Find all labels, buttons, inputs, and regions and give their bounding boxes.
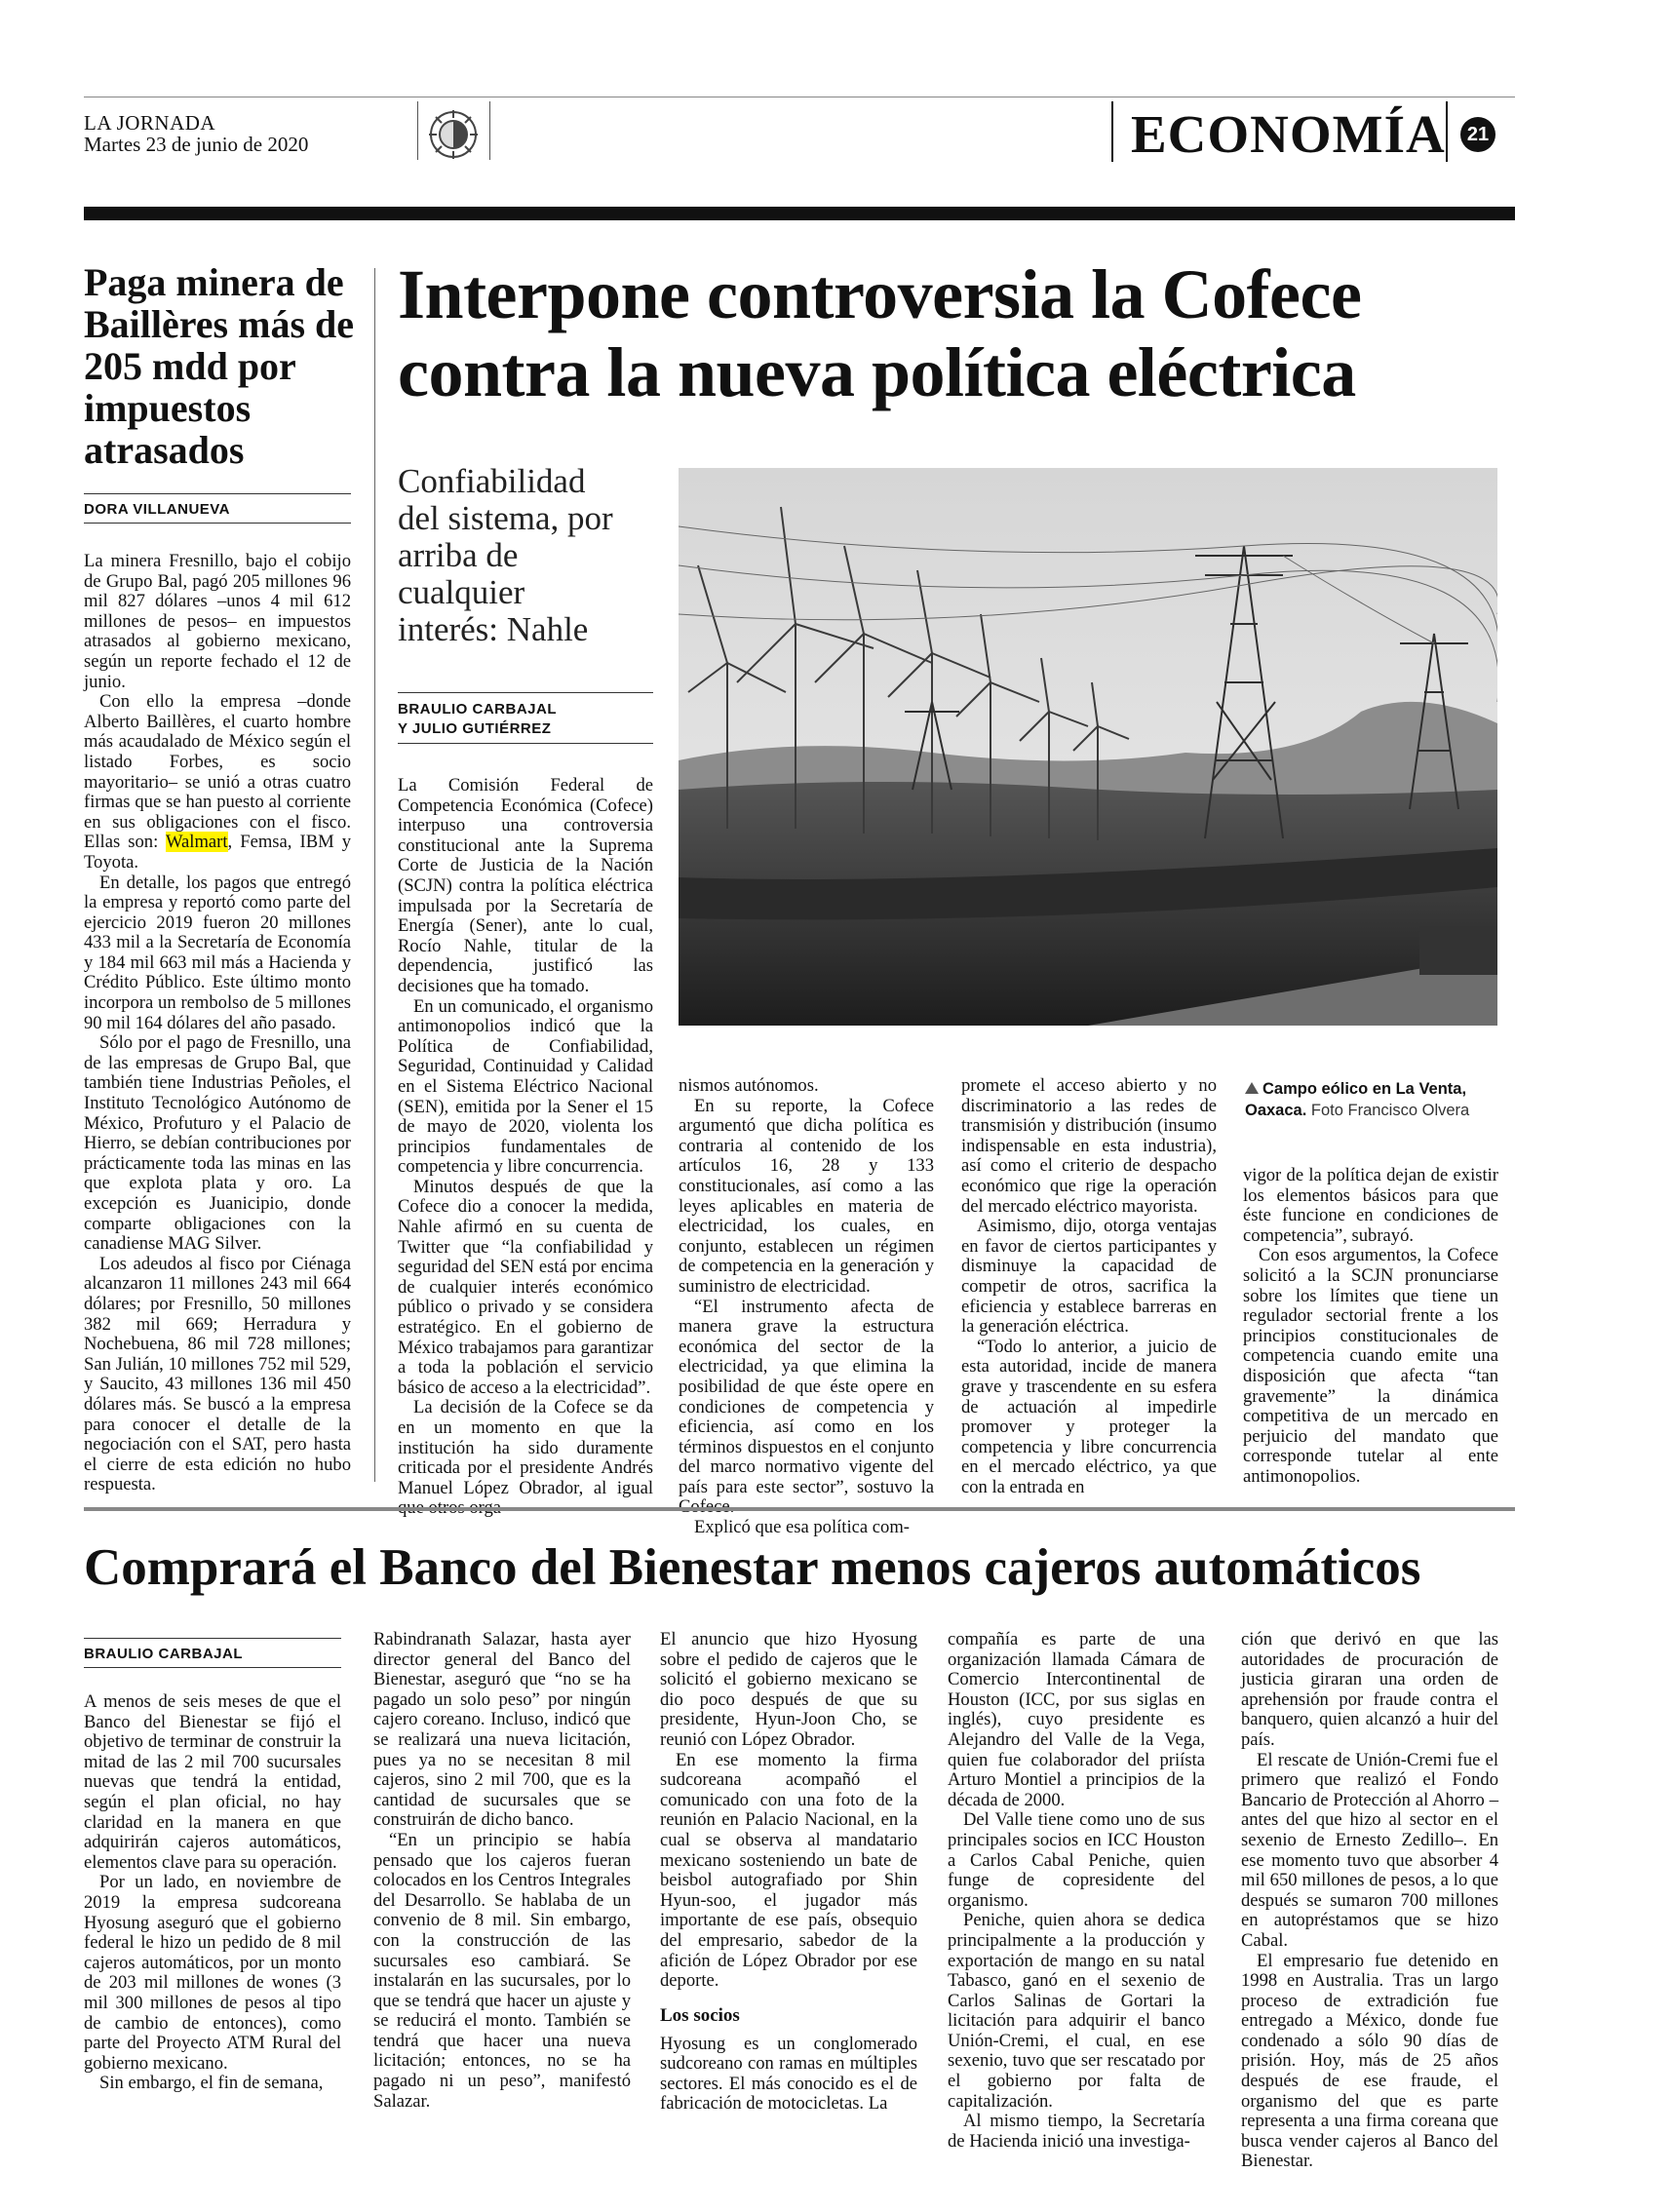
side-paragraph [84,692,351,873]
main-paragraph: Asimismo, dijo, otorga ventajas en favor de ciertos participantes y disminuye la capacidad de competir de otros, sacrifica la eficiencia y establece barreras en la generación eléctrica. [961,1216,1217,1338]
side-byline-rule-bottom [84,523,351,524]
main-byline-2: Y JULIO GUTIÉRREZ [398,720,552,737]
bottom-column-1 [84,1692,341,2094]
bottom-column-3 [660,1630,917,2115]
bottom-paragraph: “En un principio se había pensado que los cajeros fueran colocados en los Centros Integrales del Desarrollo. Se hablaba de un convenio de 8 mil. Sin embargo, con la construcción de las sucursales eso cambiará. Se instalarán en las sucursales, por lo que se tendrá que hacer un ajuste y se reducirá el monto. También se tendrá que hacer una nueva licitación; entonces, no se ha pagado ni un peso”, manifestó Salazar. [373,1829,631,2112]
bottom-paragraph: Rabindranath Salazar, hasta ayer director general del Banco del Bienestar, aseguró que “no se ha pagado un solo peso” por ningún cajero coreano. Incluso, indicó que se realizará una nueva licitación, pues ya no se necesitan 8 mil cajeros, sino 2 mil 700, que es la cantidad de sucursales que se construirán de dicho banco. [373,1629,631,1831]
side-paragraph: Los adeudos al fisco por Ciénaga alcanzaron 11 millones 243 mil 664 dólares; por Fresnillo, 50 millones 382 mil 669; Herradura y Nochebuena, 86 mil 728 millones; San Julián, 10 millones 752 mil 529, y Saucito, 43 millones 136 mil 450 dólares más. Se buscó a la empresa para conocer el detalle de la negociación con el SAT, pero hasta el cierre de esta edición no hubo respuesta. [84,1253,351,1495]
bottom-paragraph: Hyosung es un conglomerado sudcoreano con ramas en múltiples sectores. El más conocido es el de fabricación de motocicletas. La [660,2033,917,2115]
bottom-paragraph: El empresario fue detenido en 1998 en Australia. Tras un largo proceso de extradición fue entregado a México, donde fue condenado a sólo 90 días de prisión. Hoy, más de 25 años después de ese fraude, el organismo del que es parte representa a una firma coreana que busca vender cajeros al Banco del Bienestar. [1241,1950,1498,2172]
main-byline-rule-top [398,692,653,693]
bottom-subheading: Los socios [660,2004,740,2026]
main-column-2 [679,1076,934,1538]
bottom-paragraph: ción que derivó en que las autoridades de procuración de justicia giraran una orden de aprehensión por fraude contra el banquero, quien alcanzó a huir del país. [1241,1629,1498,1750]
caption-triangle-icon [1245,1082,1259,1094]
main-headline: Interpone controversia la Cofece contra la nueva política eléctrica [398,255,1362,411]
side-story-body [84,552,351,1495]
main-paragraph: vigor de la política dejan de existir los elementos básicos para que éste funcione en condiciones de competencia”, subrayó. [1243,1165,1498,1246]
sun-logo-icon [426,107,481,162]
bottom-byline: BRAULIO CARBAJAL [84,1646,243,1662]
side-paragraph-text: Con ello la empresa –donde Alberto Baillères, el cuarto hombre más acaudalado de México según el listado Forbes, es socio mayoritario– se unió a otras cuatro firmas que se han puesto al corriente en sus obligaciones con el fisco. Ellas son: [84,691,351,853]
bottom-paragraph: Del Valle tiene como uno de sus principales socios en ICC Houston a Carlos Cabal Peniche, quien funge de copresidente del organismo. [948,1809,1205,1911]
side-paragraph: La minera Fresnillo, bajo el cobijo de Grupo Bal, pagó 205 millones 96 mil 827 dólares –unos 4 mil 612 millones de pesos– en impuestos atrasados al gobierno mexicano, según un reporte fechado el 12 de junio. [84,551,351,692]
bottom-paragraph: compañía es parte de una organización llamada Cámara de Comercio Intercontinental de Houston (ICC, por sus siglas en inglés), cuyo presidente es Alejandro del Valle de la Vega, quien fue colaborador del priísta Arturo Montiel a principios de la década de 2000. [948,1629,1205,1810]
bottom-paragraph: El rescate de Unión-Cremi fue el primero que realizó el Fondo Bancario de Protección al Ahorro –antes del que hizo al sector en el sexenio de Ernesto Zedillo–. En ese momento tuvo que absorber 4 mil 650 millones de pesos, a lo que después se sumaron 700 millones en autopréstamos que se hizo Cabal. [1241,1749,1498,1951]
main-paragraph: En su reporte, la Cofece argumentó que dicha política es contraria al contenido de los artículos 16, 28 y 133 constitucionales, así como a las leyes aplicables en materia de electricidad, los cuales, en conjunto, establecen un régimen de competencia en la generación y suministro de electricidad. [679,1095,934,1297]
main-paragraph: nismos autónomos. [679,1075,819,1096]
section-divider-2 [1446,101,1448,162]
page-number: 21 [1466,124,1490,145]
main-column-3 [961,1076,1217,1497]
main-column-1 [398,776,653,1519]
side-paragraph-tail: , Femsa, IBM y Toyota. [84,832,351,873]
side-paragraph: En detalle, los pagos que entregó la empresa y reportó como parte del ejercicio 2019 fueron 20 millones 433 mil a la Secretaría de Economía y 184 mil 663 mil más a Hacienda y Crédito Público. Este último monto incorpora un rembolso de 5 millones 90 mil 164 dólares del año pasado. [84,872,351,1033]
bottom-byline-rule-top [84,1638,341,1639]
bottom-paragraph: Al mismo tiempo, la Secretaría de Hacienda inició una investiga- [948,2111,1205,2152]
section-title: ECONOMÍA [1131,104,1446,164]
main-paragraph: “El instrumento afecta de manera grave la estructura económica del sector de la electricidad, ya que elimina la posibilidad de que éste opere en condiciones de competencia y eficiencia, así como en los términos dispuestos en el conjunto del marco normativo vigente del país para este sector”, sostuvo la [679,1296,934,1497]
main-byline-rule-bottom [398,743,653,744]
section-divider [1111,101,1113,162]
side-byline: DORA VILLANUEVA [84,501,230,518]
caption-text: Campo eólico en La Venta, Oaxaca. [1245,1080,1467,1119]
highlighted-company: Walmart [165,832,228,853]
main-byline-1: BRAULIO CARBAJAL [398,701,557,718]
issue-date: Martes 23 de junio de 2020 [84,133,309,156]
bottom-headline: Comprará el Banco del Bienestar menos cajeros automáticos [84,1539,1421,1596]
main-paragraph: Explicó que esa política com- [694,1517,910,1538]
main-paragraph: “Todo lo anterior, a juicio de esta autoridad, incide de manera grave y trascendente en su esfera de actuación al impedirle promover y proteger la competencia y libre concurrencia en el mercado eléctrico, ya que con la entrada en [961,1336,1217,1497]
bottom-story-divider [84,1507,1515,1511]
bottom-paragraph: Sin embargo, el fin de semana, [99,2073,324,2094]
main-subhead: Confiabilidad del sistema, por arriba de cualquier interés: Nahle [398,462,613,648]
side-paragraph: Sólo por el pago de Fresnillo, una de las empresas de Grupo Bal, que también tiene Industrias Peñoles, el Instituto Tecnológico Autónomo de México, Profuturo y el Palacio de Hierro, se debían contribuciones por prácticamente toda las minas en las que explota plata y oro. La excepción es Juanicipio, donde comparte obligaciones con la canadiense MAG Silver. [84,1032,351,1255]
side-column-divider [374,268,375,1482]
header-divider-left [417,101,418,160]
main-paragraph: promete el acceso abierto y no discriminatorio a las redes de transmisión y distribución (insumo indispensable en esta industria), así como el criterio de despacho económico que rige la operación del mercado eléctrico mayorista. [961,1075,1217,1217]
bottom-column-2 [373,1630,631,2112]
bottom-paragraph: En ese momento la firma sudcoreana acompañó el comunicado con una foto de la reunión en Palacio Nacional, en la cual se observa al mandatario mexicano sosteniendo un bate de beisbol autografiado por Shin Hyun-soo, el jugador más importante de ese país, obsequio del empresario, sabedor de la afición de López Obrador por ese deporte. [660,1749,917,1992]
header-thick-bar [84,207,1515,220]
bottom-paragraph: El anuncio que hizo Hyosung sobre el pedido de cajeros que le solicitó el gobierno mexicano se dio poco después de que su presidente, Hyun-Joon Cho, se reunió con López Obrador. [660,1629,917,1750]
main-paragraph: En un comunicado, el organismo antimonopolios indicó que la Política de Confiabilidad, Seguridad, Continuidad y Calidad en el Sistema Eléctrico Nacional (SEN), emitida por la Sener el 15 de mayo de 2020, violenta los principios fundamentales de competencia y libre concurrencia. [398,995,653,1178]
main-paragraph: La decisión de la Cofece se da en un momento en que la institución ha sido duramente criticada por el presidente Andrés Manuel López Obrador, al igual [398,1397,653,1498]
bottom-paragraph: Peniche, quien ahora se dedica principalmente a la producción y exportación de mango en su natal Tabasco, ganó en el sexenio de Carlos Salinas de Gortari la licitación para adquirir el banco Unión-Cremi, el cual, en ese sexenio, tuvo que ser rescatado por el gobierno por falta de capitalización. [948,1910,1205,2112]
bottom-paragraph: A menos de seis meses de que el Banco del Bienestar se fijó el objetivo de terminar de construir la mitad de las 2 mil 700 sucursales nuevas que tendrá la entidad, según el plan oficial, no hay claridad en la manera en que adquirirán cajeros automáticos, elementos clave para su operación. [84,1691,341,1873]
side-byline-rule-top [84,493,351,494]
main-paragraph: La Comisión Federal de Competencia Económica (Cofece) interpuso una controversia constitucional ante la Suprema Corte de Justicia de la Nación (SCJN) contra la política eléctrica impulsada por la Secretaría de Energía (Sener), ante lo cual, Rocío Nahle, titular de la dependencia, justificó las decisiones que ha tomado. [398,775,653,996]
photo-credit: Foto Francisco Olvera [1310,1102,1470,1119]
bottom-byline-rule-bottom [84,1667,341,1668]
wind-farm-photo [679,468,1497,1026]
paper-name: LA JORNADA [84,111,216,135]
page-number-badge [1460,117,1495,152]
header-divider-right [489,101,490,160]
bottom-column-4 [948,1630,1205,2152]
side-headline: Paga minera de Baillères más de 205 mdd por impuestos atrasados [84,260,355,472]
main-paragraph: Con esos argumentos, la Cofece solicitó a la SCJN pronunciarse sobre los límites que tiene un regulador sectorial frente a los principios constitucionales de competencia cuando emite una disposición que afecta “tan gravemente” la dinámica competitiva de un mercado en perjuicio del mandato que corresponde tutelar al ente antimonopolios. [1243,1245,1498,1487]
bottom-column-5 [1241,1630,1498,2172]
photo-caption [1245,1078,1508,1121]
bottom-paragraph: Por un lado, en noviembre de 2019 la empresa sudcoreana Hyosung aseguró que el gobierno federal le hizo un pedido de 8 mil cajeros automáticos, por un monto de 203 mil millones de wones (3 mil 300 millones de pesos al tipo de cambio de entonces), como parte del Proyecto ATM Rural del gobierno mexicano. [84,1872,341,2074]
main-paragraph: Minutos después de que la Cofece dio a conocer la medida, Nahle afirmó en su cuenta de Twitter que “la confiabilidad y seguridad del SEN está por encima de cualquier interés económico público o privado y se considera estratégico. En el gobierno de México trabajamos para garantizar a toda la población el servicio básico de acceso a la electricidad”. [398,1176,653,1398]
main-column-4 [1243,1166,1498,1488]
